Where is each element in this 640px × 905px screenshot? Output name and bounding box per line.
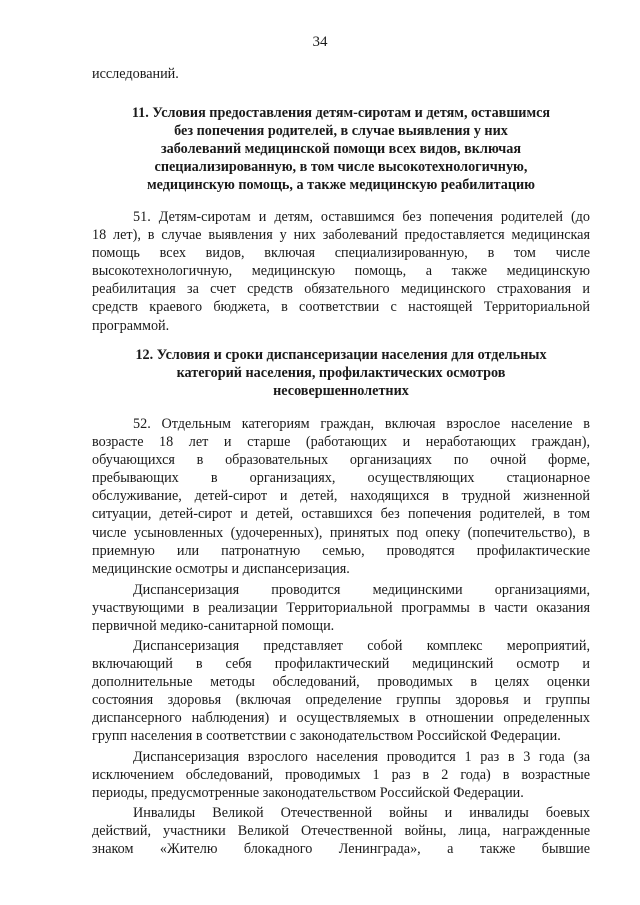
heading-line: специализированную, в том числе высокотехнологичную,: [154, 159, 528, 175]
heading-line: медицинскую помощь, а также медицинскую реабилитацию: [146, 177, 536, 193]
section-11-heading: [92, 104, 590, 194]
text-line: дополнительные методы обследований, проводимых в целях оценки: [92, 674, 590, 691]
text-line: 18 лет), в случае выявления у них заболеваний предоставляется медицинская: [92, 227, 590, 244]
text-line: состояния здоровья (включая определение группы здоровья и группы: [92, 692, 590, 709]
text-line: пребывающих в организациях, осуществляющих стационарное: [92, 470, 590, 487]
lead-fragment: исследований.: [92, 66, 179, 82]
text-line: обучающихся в образовательных организациях по очной форме,: [92, 452, 590, 469]
paragraph-invalids: [92, 804, 590, 858]
section-12-heading: [92, 346, 590, 400]
text-line: обслуживание, детей-сирот и детей, находящихся в трудной жизненной: [92, 488, 590, 505]
paragraph-52: [92, 415, 590, 578]
heading-line: категорий населения, профилактических осмотров: [176, 365, 506, 381]
text-line: реабилитация за счет средств обязательного медицинского страхования и: [92, 281, 590, 298]
paragraph-51: [92, 208, 590, 335]
text-line: знаком «Жителю блокадного Ленинграда», а также бывшие: [92, 841, 590, 858]
text-line: участвующими в реализации Территориальной программы в части оказания: [92, 600, 590, 617]
text-line: медицинские осмотры и диспансеризация.: [92, 560, 350, 577]
text-line: Инвалиды Великой Отечественной войны и инвалиды боевых: [133, 805, 590, 821]
text-line: высокотехнологичную, медицинскую помощь, а также медицинскую: [92, 263, 590, 280]
text-line: ситуации, детей-сирот и детей, оставшихся без попечения родителей, в том: [92, 506, 590, 523]
text-line: помощь всех видов, включая специализированную, в том числе: [92, 245, 590, 262]
text-line: программой.: [92, 317, 170, 334]
text-line: Диспансеризация проводится медицинскими организациями,: [133, 582, 590, 598]
heading-line: несовершеннолетних: [273, 383, 409, 399]
text-line: включающий в себя профилактический медицинский осмотр и: [92, 656, 590, 673]
text-line: 51. Детям-сиротам и детям, оставшимся без попечения родителей (до: [133, 209, 590, 225]
text-line: возрасте 18 лет и старше (работающих и неработающих граждан),: [92, 434, 590, 451]
text-line: исключением обследований, проводимых 1 раз в 2 года) в возрастные: [92, 767, 590, 784]
page-number: 34: [312, 34, 328, 50]
paragraph-dispanserization-organizations: [92, 581, 590, 635]
text-line: приемную или патронатную семью, проводятся профилактические: [92, 542, 590, 559]
text-line: числе усыновленных (удочеренных), принятых под опеку (попечительство), в: [92, 524, 590, 541]
heading-line: без попечения родителей, в случае выявления у них: [174, 123, 508, 139]
paragraph-dispanserization-frequency: [92, 748, 590, 802]
text-line: действий, участники Великой Отечественной войны, лица, награжденные: [92, 823, 590, 840]
paragraph-dispanserization-definition: [92, 637, 590, 746]
text-line: средств краевого бюджета, в соответствии с настоящей Территориальной: [92, 299, 590, 316]
heading-line: 11. Условия предоставления детям-сиротам и детям, оставшимся: [131, 105, 551, 121]
text-line: Диспансеризация взрослого населения проводится 1 раз в 3 года (за: [133, 749, 590, 765]
text-line: Диспансеризация представляет собой комплекс мероприятий,: [133, 638, 590, 654]
text-line: 52. Отдельным категориям граждан, включая взрослое население в: [133, 416, 590, 432]
text-line: периоды, предусмотренные законодательством Российской Федерации.: [92, 785, 524, 802]
text-line: первичной медико-санитарной помощи.: [92, 618, 335, 635]
heading-line: 12. Условия и сроки диспансеризации населения для отдельных: [135, 347, 547, 363]
heading-line: заболеваний медицинской помощи всех видов, включая: [160, 141, 522, 157]
text-line: групп населения в соответствии с законодательством Российской Федерации.: [92, 728, 561, 745]
text-line: диспансерного наблюдения) и осуществляемых в отношении определенных: [92, 710, 590, 727]
